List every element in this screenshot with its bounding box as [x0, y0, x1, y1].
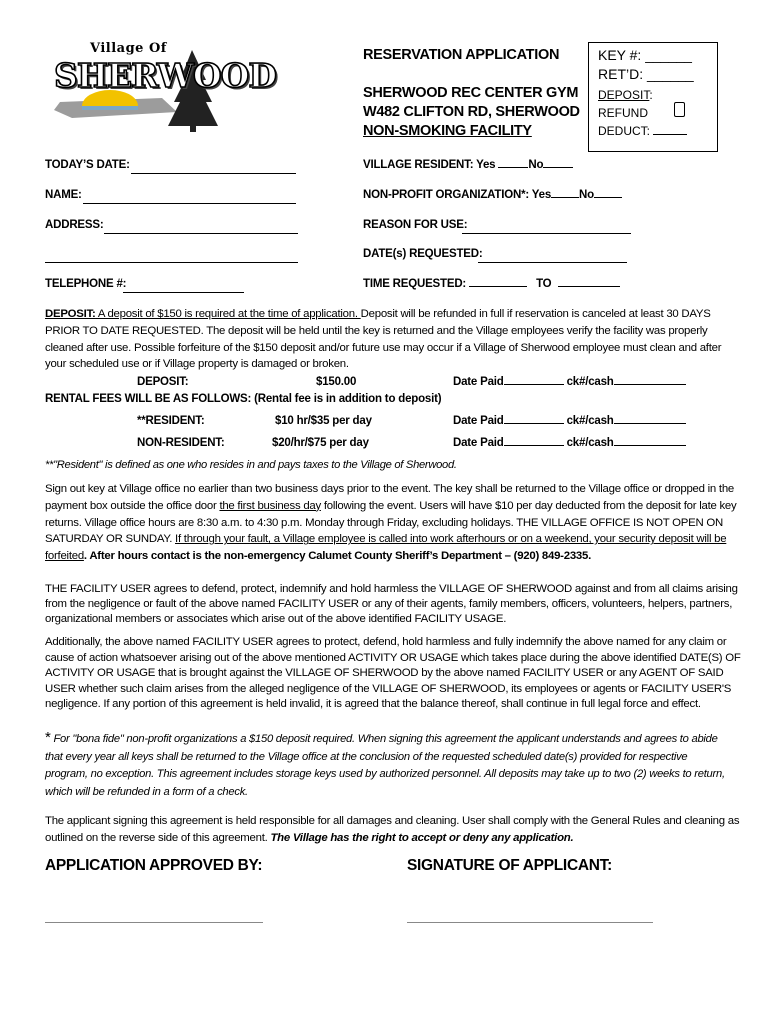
- nonresident-fee-rate: $20/hr/$75 per day: [272, 437, 369, 449]
- indemnity1-line3: organizational members or associates which arise out of the above identified FACILITY USAGE.: [45, 613, 507, 625]
- deposit-date-paid-input[interactable]: [504, 384, 564, 385]
- logo-water: [82, 106, 138, 110]
- applicant-signature-label: SIGNATURE OF APPLICANT:: [407, 857, 612, 874]
- dates-requested-label: DATE(s) REQUESTED:: [363, 248, 483, 260]
- deposit-line4: your scheduled use or if Village property is damaged or broken.: [45, 358, 349, 371]
- dates-requested-input[interactable]: [478, 262, 627, 263]
- deposit-ck-cash-label: ck#/cash: [566, 376, 614, 388]
- resident-ck-cash-input[interactable]: [614, 423, 686, 424]
- non-profit-line3: program, no exception. This agreement includes storage keys used by authorized personnel. All deposits may take up to two (2) weeks to return,: [45, 768, 725, 780]
- key-line2b: following the event. Users will have $10 per day deducted from the deposit for late key: [320, 499, 737, 512]
- indemnity1-line1: THE FACILITY USER agrees to defend, protect, indemnify and hold harmless the VILLAGE OF SHERWOOD against and from all claims arising: [45, 583, 738, 595]
- time-from-input[interactable]: [469, 286, 527, 287]
- forfeited-word: forfeited: [45, 550, 84, 563]
- resident-fee-label: **RESIDENT:: [137, 415, 205, 427]
- name-label: NAME:: [45, 189, 82, 201]
- key-line4a: SATURDAY OR SUNDAY.: [45, 533, 176, 546]
- non-profit-line4: which will be refunded in a form of a check.: [45, 785, 248, 798]
- village-rights-statement: The Village has the right to accept or deny any application.: [270, 831, 574, 844]
- venue-address: W482 CLIFTON RD, SHERWOOD: [363, 104, 580, 120]
- rental-fees-heading: RENTAL FEES WILL BE AS FOLLOWS: (Rental fee is in addition to deposit): [45, 393, 442, 405]
- village-resident-field: [363, 159, 573, 171]
- deduct-input[interactable]: [653, 134, 687, 135]
- non-profit-label: NON-PROFIT ORGANIZATION*: Yes: [363, 189, 552, 201]
- deposit-paragraph: [45, 306, 735, 373]
- first-business-day: the first business day: [219, 499, 321, 512]
- indemnity2-line2: cause of action whatsoever arising out of the above mentioned ACTIVITY OR USAGE which takes place during the above identified DATE(S) OF: [45, 651, 741, 664]
- resident-paid-field: [453, 415, 686, 427]
- non-profit-line1: For "bona fide" non-profit organizations a $150 deposit required. When signing this agreement the applicant understands and agrees to abide: [50, 733, 718, 745]
- non-profit-no-input[interactable]: [594, 197, 622, 198]
- refund-checkbox[interactable]: [674, 102, 685, 117]
- time-requested-label: TIME REQUESTED:: [363, 278, 467, 290]
- reason-label: REASON FOR USE:: [363, 219, 468, 231]
- asterisk: *: [45, 729, 51, 746]
- office-deposit-label: DEPOSIT: [598, 88, 650, 102]
- deposit-paid-field: [453, 376, 686, 388]
- closing-paragraph: [45, 813, 740, 847]
- deposit-heading: DEPOSIT:: [45, 308, 96, 320]
- time-to-input[interactable]: [558, 286, 620, 287]
- indemnity2-line4: USER whether such claim arises from the alleged negligence of the VILLAGE OF SHERWOOD, its employees or agents or FACILITY USER'S: [45, 682, 732, 695]
- returned-label: RET’D: ______: [598, 66, 694, 82]
- village-logo: [42, 40, 277, 136]
- resident-no-input[interactable]: [543, 167, 573, 168]
- indemnity2-line1: Additionally, the above named FACILITY USER agrees to protect, defend, hold harmless and fully indemnify the above named for any claim or: [45, 636, 727, 648]
- resident-date-paid-label: Date Paid: [453, 415, 504, 427]
- telephone-label: TELEPHONE #:: [45, 278, 127, 290]
- resident-date-paid-input[interactable]: [504, 423, 564, 424]
- applicant-signature-line[interactable]: [407, 922, 653, 923]
- address-label: ADDRESS:: [45, 219, 104, 231]
- key-paragraph: [45, 481, 735, 565]
- deposit-line2: PRIOR TO DATE REQUESTED. The deposit will be held until the key is returned and the Village employees verify the facility was properly: [45, 324, 708, 337]
- deposit-requirement: A deposit of $150 is required at the time of application.: [95, 308, 361, 320]
- indemnity2-line5: negligence. If any portion of this agreement is held invalid, it is agreed that the balance thereof, shall continue in full legal force and effect.: [45, 698, 701, 710]
- after-hours-contact: . After hours contact is the non-emergency Calumet County Sheriff’s Department – (920) 849-2335.: [83, 550, 591, 563]
- non-profit-note: [45, 729, 735, 801]
- deposit-line3: cleaned after use. Possible forfeiture of the $150 deposit and/or future use may occur if a Village of Sherwood employee must clean and after: [45, 341, 722, 354]
- nonresident-ck-cash-label: ck#/cash: [566, 437, 614, 449]
- resident-ck-cash-label: ck#/cash: [566, 415, 614, 427]
- deposit-ck-cash-input[interactable]: [614, 384, 686, 385]
- todays-date-input[interactable]: [131, 173, 296, 174]
- indemnity-paragraph-2: [45, 635, 741, 713]
- non-profit-field: [363, 189, 622, 201]
- nonresident-paid-field: [453, 437, 686, 449]
- resident-yes-input[interactable]: [498, 167, 528, 168]
- venue-name: SHERWOOD REC CENTER GYM: [363, 85, 579, 101]
- address-input[interactable]: [104, 233, 298, 234]
- telephone-input[interactable]: [123, 292, 244, 293]
- deposit-line1: Deposit will be refunded in full if reservation is canceled at least 30 DAYS: [360, 308, 711, 320]
- todays-date-label: TODAY’S DATE:: [45, 159, 130, 171]
- deposit-date-paid-label: Date Paid: [453, 376, 504, 388]
- resident-definition: **"Resident" is defined as one who resides in and pays taxes to the Village of Sherwood.: [45, 459, 457, 471]
- key-line3: returns. Village office hours are 8:30 a.m. to 4:30 p.m. Monday through Friday, excluding holidays. THE VILLAGE OFFICE IS NOT OPEN ON: [45, 516, 723, 529]
- indemnity1-line2: from the negligence or fault of the above named FACILITY USER or any of their agents, family members, officers, volunteers, helpers, partners,: [45, 598, 733, 610]
- approved-by-label: APPLICATION APPROVED BY:: [45, 857, 263, 874]
- refund-label: REFUND: [598, 106, 648, 120]
- address-input-line2[interactable]: [45, 262, 298, 263]
- time-to-label: TO: [536, 278, 552, 290]
- key-number-label: KEY #: ______: [598, 47, 692, 63]
- village-resident-label: VILLAGE RESIDENT: Yes: [363, 159, 496, 171]
- nonresident-date-paid-label: Date Paid: [453, 437, 504, 449]
- closing-line1: The applicant signing this agreement is held responsible for all damages and cleaning. User shall comply with the General Rules and cleaning as: [45, 815, 740, 827]
- forfeit-warning: If through your fault, a Village employee is called into work afterhours or on a weekend, your security deposit will be: [175, 533, 727, 546]
- nonresident-fee-label: NON-RESIDENT:: [137, 437, 225, 449]
- nonresident-ck-cash-input[interactable]: [614, 445, 686, 446]
- deposit-box-line: DEPOSIT:: [598, 88, 653, 102]
- key-line1: Sign out key at Village office no earlier than two business days prior to the event. The key shall be returned to the Village office or dropped in the: [45, 483, 735, 495]
- non-profit-no-label: No: [579, 189, 594, 201]
- form-title: RESERVATION APPLICATION: [363, 47, 560, 63]
- time-requested-field: [363, 278, 620, 290]
- fee-deposit-amount: $150.00: [316, 376, 357, 388]
- deduct-label: DEDUCT:: [598, 124, 651, 138]
- name-input[interactable]: [83, 203, 296, 204]
- logo-sherwood: SHERWOOD: [54, 56, 277, 95]
- key-line2a: payment box outside the office door: [45, 499, 220, 512]
- indemnity2-line3: ACTIVITY OR USAGE that is brought against the VILLAGE OF SHERWOOD by the above named FACILITY USER or any AGENT OF SAID: [45, 667, 724, 679]
- reason-input[interactable]: [462, 233, 631, 234]
- closing-line2: outlined on the reverse side of this agreement.: [45, 831, 271, 844]
- nonresident-date-paid-input[interactable]: [504, 445, 564, 446]
- non-profit-line2: that every year all keys shall be returned to the Village office at the conclusion of the requested scheduled date(s) provided for respective: [45, 750, 688, 763]
- indemnity-paragraph-1: [45, 582, 738, 627]
- non-profit-yes-input[interactable]: [551, 197, 579, 198]
- fee-deposit-label: DEPOSIT:: [137, 376, 189, 388]
- resident-fee-rate: $10 hr/$35 per day: [275, 415, 372, 427]
- office-use-box: [588, 42, 718, 152]
- facility-policy: NON-SMOKING FACILITY: [363, 123, 532, 139]
- resident-no-label: No: [528, 159, 544, 171]
- deduct-line: [598, 124, 687, 138]
- approved-by-signature-line[interactable]: [45, 922, 263, 923]
- logo-village-of: Village Of: [90, 41, 167, 56]
